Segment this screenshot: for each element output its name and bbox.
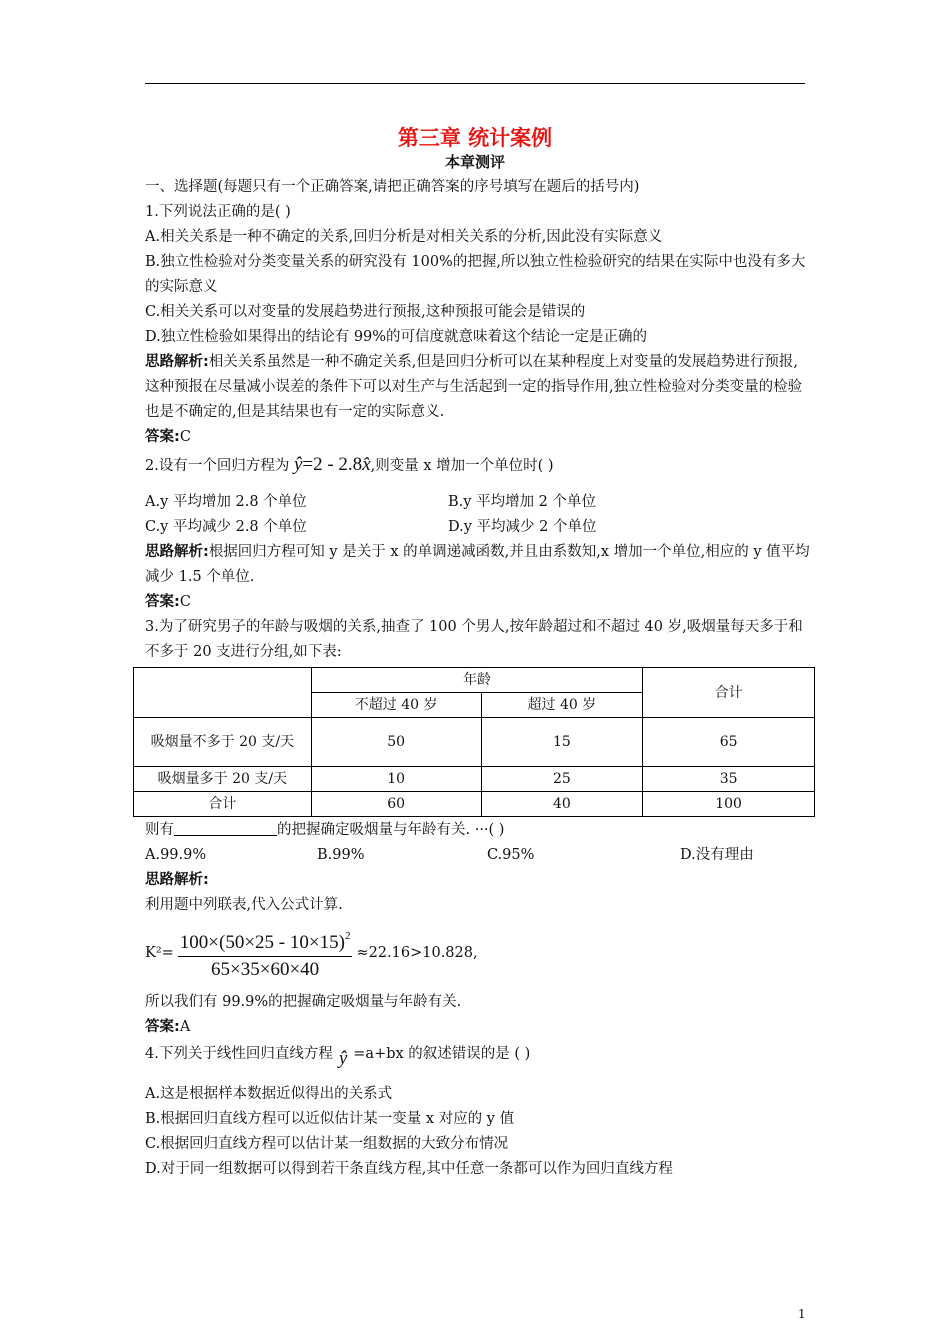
q3-fill-line: [145, 818, 810, 843]
table-row: [134, 792, 815, 817]
table-cell: 65: [643, 718, 815, 767]
q4-option-a: A.这是根据样本数据近似得出的关系式: [145, 1086, 393, 1102]
q2-option-a: A.y 平均增加 2.8 个单位: [145, 494, 307, 510]
q3-option-c: C.95%: [487, 847, 535, 863]
q2-eq-y: ŷ: [293, 454, 303, 475]
q2-answer-label: 答案:: [145, 594, 180, 610]
header-rule: [145, 83, 805, 84]
q3-answer-label: 答案:: [145, 1019, 180, 1035]
k2-fraction: [178, 923, 353, 983]
q3-analysis-text: 利用题中列联表,代入公式计算.: [145, 897, 343, 913]
q3-answer-value: A: [179, 1019, 191, 1035]
q4-stem-prefix: 4.下列关于线性回归直线方程: [145, 1046, 333, 1062]
q1-stem: 1.下列说法正确的是( ): [145, 204, 291, 220]
page-number: 1: [798, 1307, 806, 1321]
k2-result: ≈22.16>10.828,: [356, 944, 478, 961]
q3-conclusion: 所以我们有 99.9%的把握确定吸烟量与年龄有关.: [145, 994, 462, 1010]
q1-option-b: B.独立性检验对分类变量关系的研究没有 100%的把握,所以独立性检验研究的结果在实际中也没有多大的实际意义: [145, 254, 806, 295]
table-row: [134, 718, 815, 767]
q2-options-row-2: [145, 515, 810, 540]
table-col-header-1: 不超过 40 岁: [311, 693, 481, 718]
q4-stem: [145, 1040, 810, 1072]
table-cell: 100: [643, 792, 815, 817]
q3-option-d: D.没有理由: [680, 847, 754, 863]
q1-answer: [145, 425, 810, 450]
chapter-subtitle: 本章测评: [444, 153, 505, 171]
table-row: [134, 767, 815, 792]
table-col-header-2: 超过 40 岁: [481, 693, 643, 718]
q2-analysis-label: 思路解析:: [145, 544, 209, 560]
k2-numerator: [178, 923, 353, 957]
q3-fill-suffix: 的把握确定吸烟量与年龄有关. ···( ): [277, 822, 505, 838]
table-cell: 25: [481, 767, 643, 792]
q2-option-c: C.y 平均减少 2.8 个单位: [145, 519, 307, 535]
q4-option-d: D.对于同一组数据可以得到若干条直线方程,其中任意一条都可以作为回归直线方程: [145, 1161, 673, 1177]
q2-analysis-text: 根据回归方程可知 y 是关于 x 的单调递减函数,并且由系数知,x 增加一个单位,相应的 y 值平均减少 1.5 个单位.: [145, 544, 810, 585]
table-cell: 50: [311, 718, 481, 767]
q3-option-b: B.99%: [317, 847, 365, 863]
q2-answer: [145, 590, 810, 615]
contingency-table: [133, 667, 815, 817]
q3-option-a: A.99.9%: [145, 847, 207, 863]
q4-eq-y: ŷ: [338, 1048, 348, 1069]
table-corner-cell: [134, 668, 312, 718]
page-content: [145, 175, 810, 1182]
q1-option-d: D.独立性检验如果得出的结论有 99%的可信度就意味着这个结论一定是正确的: [145, 329, 648, 345]
q3-stem: 3.为了研究男子的年龄与吸烟的关系,抽查了 100 个男人,按年龄超过和不超过 40 岁,吸烟量每天多于和不多于 20 支进行分组,如下表:: [145, 619, 803, 660]
q1-analysis-text: 相关关系虽然是一种不确定关系,但是回归分析可以在某种程度上对变量的发展趋势进行预报,这种预报在尽量减小误差的条件下可以对生产与生活起到一定的指导作用,独立性检验对分类变量的检验也是不确定的,但是其结果也有一定的实际意义.: [145, 354, 803, 420]
q3-analysis-label: 思路解析:: [145, 872, 209, 888]
q2-option-d: D.y 平均减少 2 个单位: [448, 519, 597, 535]
q1-analysis: [145, 350, 810, 425]
table-age-header: 年龄: [311, 668, 642, 693]
k2-denominator: 65×35×60×40: [211, 959, 320, 980]
table-cell: 40: [481, 792, 643, 817]
q1-option-a: A.相关关系是一种不确定的关系,回归分析是对相关关系的分析,因此没有实际意义: [145, 229, 663, 245]
k2-exponent: 2: [344, 930, 351, 942]
k2-numerator-text: 100×(50×25 - 10×15): [179, 932, 345, 953]
k2-label: K²=: [145, 944, 174, 961]
table-cell: 10: [311, 767, 481, 792]
q2-option-b: B.y 平均增加 2 个单位: [448, 494, 597, 510]
q1-answer-label: 答案:: [145, 429, 180, 445]
table-cell: 15: [481, 718, 643, 767]
q4-stem-suffix: =a+bx 的叙述错误的是 ( ): [353, 1046, 531, 1062]
table-total-header: 合计: [643, 668, 815, 718]
table-cell: 60: [311, 792, 481, 817]
q1-answer-value: C: [179, 429, 191, 445]
q2-answer-value: C: [179, 594, 191, 610]
q1-analysis-label: 思路解析:: [145, 354, 209, 370]
q3-fill-prefix: 则有: [145, 822, 174, 838]
q3-answer: [145, 1015, 810, 1040]
q4-option-c: C.根据回归直线方程可以估计某一组数据的大致分布情况: [145, 1136, 509, 1152]
q2-analysis: [145, 540, 810, 590]
table-row-label: 吸烟量多于 20 支/天: [134, 767, 312, 792]
q2-stem-suffix: ,则变量 x 增加一个单位时( ): [370, 458, 554, 474]
table-row-label: 吸烟量不多于 20 支/天: [134, 718, 312, 767]
table-row-label: 合计: [134, 792, 312, 817]
q3-options: [145, 843, 810, 868]
q3-answer-blank: [174, 821, 277, 836]
q2-stem: [145, 450, 810, 480]
q4-option-b: B.根据回归直线方程可以近似估计某一变量 x 对应的 y 值: [145, 1111, 515, 1127]
q1-option-c: C.相关关系可以对变量的发展趋势进行预报,这种预报可能会是错误的: [145, 304, 586, 320]
q2-options-row-1: [145, 490, 810, 515]
q2-eq-mid: =2 - 2.8: [302, 454, 363, 475]
table-cell: 35: [643, 767, 815, 792]
k2-formula: [145, 924, 810, 982]
chapter-title: 第三章 统计案例: [397, 126, 553, 150]
q2-eq-x: x̂: [362, 454, 371, 475]
section-heading: 一、选择题(每题只有一个正确答案,请把正确答案的序号填写在题后的括号内): [145, 179, 640, 195]
q2-stem-prefix: 2.设有一个回归方程为: [145, 458, 290, 474]
